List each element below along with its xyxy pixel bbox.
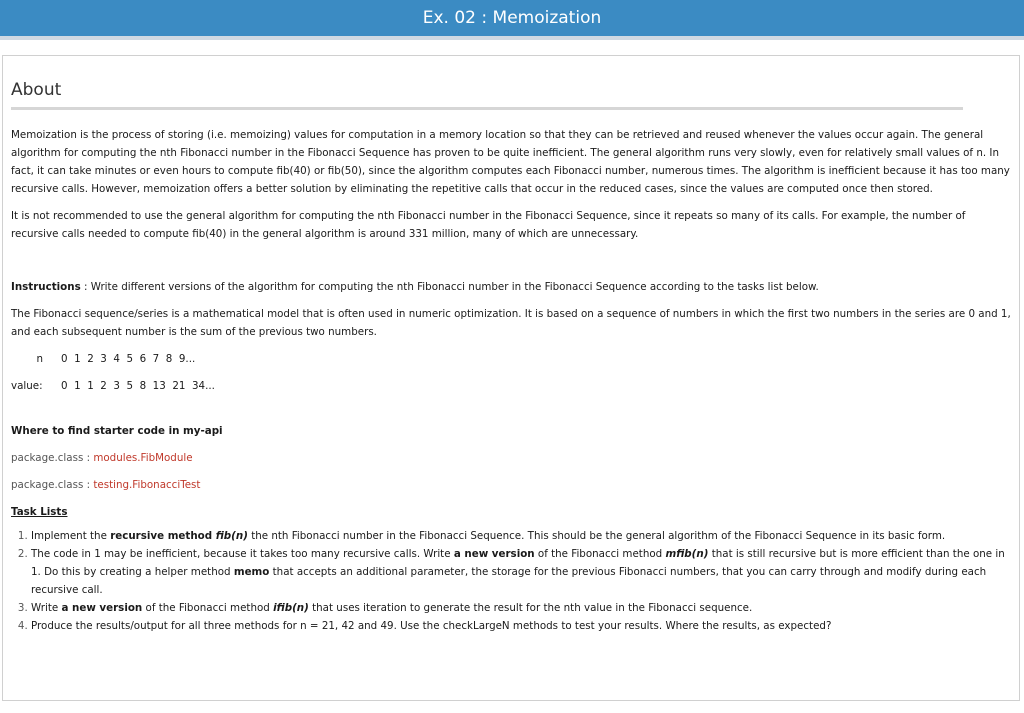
task-emphasis: memo (233, 566, 270, 578)
task-text: that accepts an additional parameter, the storage for the previous Fibonacci numbers, that you can carry through and modify during each recursive call. (31, 566, 987, 596)
content-panel (2, 55, 1020, 701)
page-title: Ex. 02 : Memoization (422, 8, 602, 28)
task-item (31, 599, 1011, 617)
sequence-n-label: n (36, 353, 43, 365)
instructions-paragraph (11, 278, 1011, 296)
task-method-name: mfib(n) (665, 548, 709, 560)
task-list-heading: Task Lists (11, 506, 68, 518)
about-paragraph-2: It is not recommended to use the general algorithm for computing the nth Fibonacci number in the Fibonacci Sequence, since it repeats so many of its calls. For example, the number of recursive calls needed to compute fib(40) in the general algorithm is around 331 million, many of which are unnecessary. (11, 210, 966, 240)
about-paragraph-1: Memoization is the process of storing (i.e. memoizing) values for computation in a memory location so that they can be retrieved and reused whenever the values occur again. The general algorithm for computing the nth Fibonacci number in the Fibonacci Sequence has proven to be quite inefficient. The general algorithm runs very slowly, even for relatively small values of n. In fact, it can take minutes or even hours to compute fib(40) or fib(50), since the algorithm computes each Fibonacci number, numerous times. The algorithm is inefficient because it has too many recursive calls. However, memoization offers a better solution by eliminating the repetitive calls that occur in the reduced cases, since the values are computed once then stored. (11, 129, 1010, 195)
task-text: The code in 1 may be inefficient, because it takes too many recursive calls. Write (31, 548, 454, 560)
task-item (31, 545, 1011, 599)
sequence-value-label: value: (11, 380, 43, 392)
task-text: of the Fibonacci method (534, 548, 666, 560)
task-text: the nth Fibonacci number in the Fibonacci Sequence. This should be the general algorithm of the Fibonacci Sequence in its basic form. (247, 530, 946, 542)
package-label: package.class : (11, 452, 94, 464)
sequence-n-values: 0 1 2 3 4 5 6 7 8 9... (61, 353, 196, 365)
task-method-name: fib(n) (215, 530, 248, 542)
starter-code-heading: Where to find starter code in my-api (11, 425, 223, 437)
starter-package-2 (11, 476, 1011, 494)
sequence-values: 0 1 1 2 3 5 8 13 21 34... (61, 380, 215, 392)
task-text: that uses iteration to generate the result for the nth value in the Fibonacci sequence. (308, 602, 753, 614)
task-text: Produce the results/output for all three methods for n = 21, 42 and 49. Use the checkLargeN methods to test your results. Where the results, as expected? (31, 620, 832, 632)
task-item (31, 617, 1011, 635)
task-list (11, 527, 1011, 635)
instructions-text: : Write different versions of the algorithm for computing the nth Fibonacci number in the Fibonacci Sequence according to the tasks list below. (80, 281, 819, 293)
task-text: of the Fibonacci method (142, 602, 274, 614)
content-body (11, 126, 1011, 635)
task-item (31, 527, 1011, 545)
page-header (0, 0, 1024, 40)
task-emphasis: a new version (453, 548, 535, 560)
task-method-name: ifib(n) (273, 602, 309, 614)
task-text: Implement the (31, 530, 111, 542)
sequence-n-row (11, 350, 1011, 368)
package-link-fibmodule[interactable]: modules.FibModule (93, 452, 193, 464)
fibonacci-description: The Fibonacci sequence/series is a mathematical model that is often used in numeric optimization. It is based on a sequence of numbers in which the first two numbers in the series are 0 and 1, and each subsequent number is the sum of the previous two numbers. (11, 308, 1011, 338)
sequence-value-row (11, 377, 1011, 395)
package-link-fibonaccitest[interactable]: testing.FibonacciTest (93, 479, 201, 491)
task-text: that is still recursive but is more efficient than the one in 1. Do this by creating a helper method (31, 548, 1005, 578)
task-emphasis: a new version (61, 602, 143, 614)
package-label: package.class : (11, 479, 94, 491)
about-heading: About (11, 80, 62, 100)
about-divider (11, 107, 963, 110)
task-text: Write (31, 602, 62, 614)
starter-package-1 (11, 449, 1011, 467)
instructions-label: Instructions (11, 281, 81, 293)
task-emphasis: recursive method (110, 530, 216, 542)
